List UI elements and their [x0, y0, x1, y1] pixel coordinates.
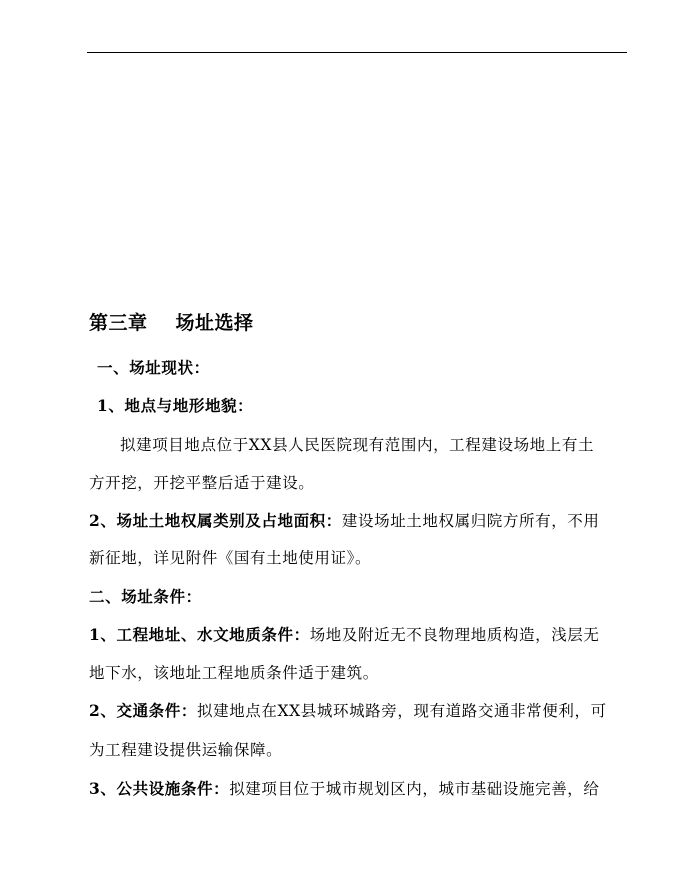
item-heading-public-facilities: 3、公共设施条件：: [89, 779, 230, 798]
item-heading-traffic: 2、交通条件：: [89, 701, 197, 720]
paragraph-text: 建设场址土地权属归院方所有，不用: [341, 512, 600, 530]
paragraph-line: 拟建项目地点位于XX县人民医院现有范围内，工程建设场地上有土: [120, 436, 595, 454]
paragraph-land-ownership: [89, 509, 600, 531]
section-heading-site-conditions: 二、场址条件：: [89, 587, 202, 606]
paragraph-line: 新征地，详见附件《国有土地使用证》。: [89, 549, 372, 567]
paragraph-text: 拟建地点在XX县城环城路旁，现有道路交通非常便利，可: [197, 702, 607, 720]
section-heading-site-status: 一、场址现状：: [97, 358, 210, 377]
paragraph-text: 场地及附近无不良物理地质构造，浅层无: [309, 626, 600, 644]
chapter-number: 第三章: [89, 312, 148, 334]
item-heading-location-terrain: 1、地点与地形地貌：: [97, 396, 254, 415]
paragraph-text: 拟建项目位于城市规划区内，城市基础设施完善，给: [229, 780, 600, 798]
chapter-title: [89, 308, 254, 335]
chapter-name: 场址选择: [175, 312, 254, 334]
paragraph-traffic: [89, 699, 607, 721]
item-heading-land-ownership: 2、场址土地权属类别及占地面积：: [89, 511, 342, 530]
item-heading-geology: 1、工程地址、水文地质条件：: [89, 625, 310, 644]
header-rule: [87, 52, 627, 53]
paragraph-line: 地下水，该地址工程地质条件适于建筑。: [89, 664, 379, 682]
paragraph-public-facilities: [89, 777, 600, 799]
paragraph-geology: [89, 623, 600, 645]
paragraph-line: 为工程建设提供运输保障。: [89, 741, 283, 759]
paragraph-line: 方开挖，开挖平整后适于建设。: [89, 474, 315, 492]
